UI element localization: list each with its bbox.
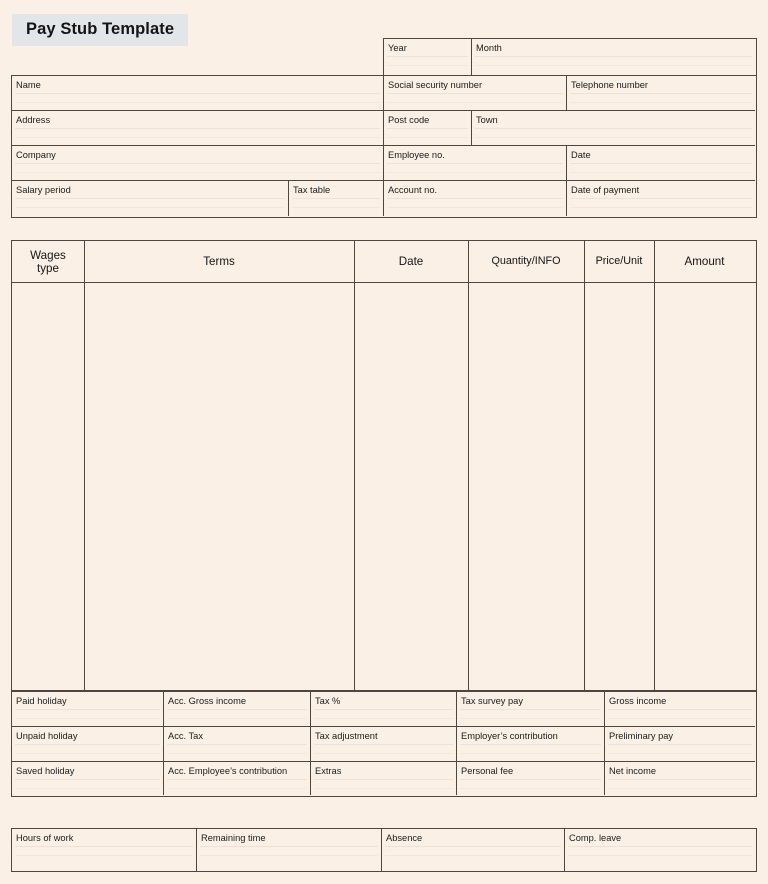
- field-date-of-payment-label: Date of payment: [571, 185, 640, 195]
- field-year-label: Year: [388, 43, 407, 53]
- field-town-rule: [475, 128, 752, 129]
- field-date-of-payment-rule: [570, 198, 752, 199]
- wages-header-amount-label: Amount: [684, 255, 725, 268]
- field-acc-employees-contribution[interactable]: [164, 762, 311, 795]
- field-telephone-number-label: Telephone number: [571, 80, 649, 90]
- field-extras-label: Extras: [315, 766, 342, 776]
- field-date-rule: [570, 163, 752, 164]
- field-year-rule2: [387, 65, 468, 66]
- field-social-security-number[interactable]: [384, 76, 567, 111]
- field-address-label: Address: [16, 115, 51, 125]
- field-post-code-rule2: [387, 137, 468, 138]
- field-acc-gross-income-label: Acc. Gross income: [168, 696, 247, 706]
- field-acc-employees-contribution-label: Acc. Employee’s contribution: [168, 766, 288, 776]
- field-company[interactable]: [12, 146, 384, 181]
- field-tax-adjustment-label: Tax adjustment: [315, 731, 378, 741]
- field-employers-contribution-label: Employer’s contribution: [461, 731, 558, 741]
- field-tax-percent[interactable]: [311, 692, 457, 727]
- field-employee-no-rule2: [387, 172, 563, 173]
- field-date-rule2: [570, 172, 752, 173]
- field-address-rule: [15, 128, 380, 129]
- field-company-rule: [15, 163, 380, 164]
- field-town-label: Town: [476, 115, 498, 125]
- field-date[interactable]: [567, 146, 755, 181]
- field-acc-gross-income-rule2: [167, 718, 307, 719]
- field-year-rule: [387, 56, 468, 57]
- field-tax-table-rule2: [292, 207, 380, 208]
- field-tax-survey-pay-rule: [460, 709, 601, 710]
- page-title: Pay Stub Template: [12, 14, 188, 46]
- field-address-rule2: [15, 137, 380, 138]
- field-name-rule: [15, 93, 380, 94]
- field-town[interactable]: [472, 111, 755, 146]
- field-month-rule2: [475, 65, 752, 66]
- field-preliminary-pay-label: Preliminary pay: [609, 731, 674, 741]
- wages-header-price-unit: [584, 241, 654, 282]
- wages-header-terms-label: Terms: [203, 255, 235, 268]
- field-personal-fee-rule2: [460, 788, 601, 789]
- field-employee-no-rule: [387, 163, 563, 164]
- field-saved-holiday-rule2: [15, 788, 160, 789]
- field-name-label: Name: [16, 80, 41, 90]
- field-comp-leave[interactable]: [565, 829, 755, 871]
- field-remaining-time-label: Remaining time: [201, 833, 266, 843]
- field-hours-of-work[interactable]: [12, 829, 197, 871]
- field-account-no-label: Account no.: [388, 185, 438, 195]
- field-month-label: Month: [476, 43, 502, 53]
- field-preliminary-pay-rule: [608, 744, 752, 745]
- field-paid-holiday-label: Paid holiday: [16, 696, 67, 706]
- field-tax-table-label: Tax table: [293, 185, 331, 195]
- field-gross-income-rule2: [608, 718, 752, 719]
- field-company-label: Company: [16, 150, 56, 160]
- field-tax-adjustment-rule: [314, 744, 453, 745]
- field-tax-survey-pay-rule2: [460, 718, 601, 719]
- field-account-no-rule: [387, 198, 563, 199]
- wages-header-wages-type: [12, 241, 84, 282]
- field-tax-percent-rule2: [314, 718, 453, 719]
- wages-header-wages-type-line1: Wages: [30, 248, 66, 262]
- field-account-no-rule2: [387, 207, 563, 208]
- wages-header-wages-type-line2: type: [37, 261, 59, 275]
- field-personal-fee-label: Personal fee: [461, 766, 514, 776]
- field-remaining-time-rule: [200, 846, 378, 847]
- field-personal-fee[interactable]: [457, 762, 605, 795]
- field-telephone-rule2: [570, 102, 752, 103]
- field-comp-leave-label: Comp. leave: [569, 833, 622, 843]
- field-hours-of-work-label: Hours of work: [16, 833, 74, 843]
- field-acc-gross-income-rule: [167, 709, 307, 710]
- field-unpaid-holiday[interactable]: [12, 727, 164, 762]
- field-month[interactable]: [472, 39, 755, 75]
- field-year[interactable]: [384, 39, 472, 75]
- field-paid-holiday[interactable]: [12, 692, 164, 727]
- field-net-income-rule: [608, 779, 752, 780]
- field-preliminary-pay[interactable]: [605, 727, 755, 762]
- field-preliminary-pay-rule2: [608, 753, 752, 754]
- field-tax-adjustment[interactable]: [311, 727, 457, 762]
- field-employers-contribution[interactable]: [457, 727, 605, 762]
- field-net-income-label: Net income: [609, 766, 657, 776]
- field-post-code[interactable]: [384, 111, 472, 146]
- field-paid-holiday-rule2: [15, 718, 160, 719]
- field-tax-survey-pay[interactable]: [457, 692, 605, 727]
- field-tax-percent-rule: [314, 709, 453, 710]
- field-company-rule2: [15, 172, 380, 173]
- field-gross-income-label: Gross income: [609, 696, 667, 706]
- field-salary-period-label: Salary period: [16, 185, 71, 195]
- field-saved-holiday[interactable]: [12, 762, 164, 795]
- field-extras[interactable]: [311, 762, 457, 795]
- field-hours-of-work-rule2: [15, 855, 193, 856]
- wages-header-quantity-info: [468, 241, 584, 282]
- field-salary-period-rule2: [15, 207, 285, 208]
- wages-header-price-unit-label: Price/Unit: [595, 255, 643, 267]
- field-remaining-time[interactable]: [197, 829, 382, 871]
- field-date-of-payment[interactable]: [567, 181, 755, 216]
- field-paid-holiday-rule: [15, 709, 160, 710]
- wages-table: [11, 240, 757, 691]
- field-month-rule: [475, 56, 752, 57]
- hours-block: [11, 828, 757, 872]
- field-employers-contribution-rule: [460, 744, 601, 745]
- field-net-income-rule2: [608, 788, 752, 789]
- field-saved-holiday-rule: [15, 779, 160, 780]
- field-absence-rule: [385, 846, 561, 847]
- wages-header-date-label: Date: [398, 255, 424, 268]
- field-acc-tax-label: Acc. Tax: [168, 731, 203, 741]
- field-name[interactable]: [12, 76, 384, 111]
- summary-block: [11, 691, 757, 797]
- field-unpaid-holiday-rule: [15, 744, 160, 745]
- field-telephone-rule: [570, 93, 752, 94]
- wages-header-quantity-info-label: Quantity/INFO: [491, 255, 561, 267]
- field-tax-percent-label: Tax %: [315, 696, 341, 706]
- wages-table-body[interactable]: [12, 282, 756, 690]
- field-acc-tax[interactable]: [164, 727, 311, 762]
- field-extras-rule: [314, 779, 453, 780]
- field-tax-table-rule: [292, 198, 380, 199]
- field-ssn-rule: [387, 93, 563, 94]
- field-personal-fee-rule: [460, 779, 601, 780]
- wages-header-amount: [654, 241, 755, 282]
- field-post-code-rule: [387, 128, 468, 129]
- field-gross-income-rule: [608, 709, 752, 710]
- field-town-rule2: [475, 137, 752, 138]
- field-acc-gross-income[interactable]: [164, 692, 311, 727]
- field-unpaid-holiday-label: Unpaid holiday: [16, 731, 78, 741]
- field-address[interactable]: [12, 111, 384, 146]
- field-tax-survey-pay-label: Tax survey pay: [461, 696, 524, 706]
- field-saved-holiday-label: Saved holiday: [16, 766, 75, 776]
- field-salary-period[interactable]: [12, 181, 289, 216]
- field-date-of-payment-rule2: [570, 207, 752, 208]
- field-employee-no-label: Employee no.: [388, 150, 445, 160]
- field-acc-employees-contribution-rule2: [167, 788, 307, 789]
- employee-info-block: [11, 75, 757, 218]
- field-remaining-time-rule2: [200, 855, 378, 856]
- field-acc-employees-contribution-rule: [167, 779, 307, 780]
- field-salary-period-rule: [15, 198, 285, 199]
- year-month-block: [383, 38, 757, 76]
- field-ssn-rule2: [387, 102, 563, 103]
- field-social-security-number-label: Social security number: [388, 80, 483, 90]
- field-date-label: Date: [571, 150, 591, 160]
- field-hours-of-work-rule: [15, 846, 193, 847]
- field-absence-label: Absence: [386, 833, 423, 843]
- field-unpaid-holiday-rule2: [15, 753, 160, 754]
- field-extras-rule2: [314, 788, 453, 789]
- field-gross-income[interactable]: [605, 692, 755, 727]
- field-telephone-number[interactable]: [567, 76, 755, 111]
- field-employers-contribution-rule2: [460, 753, 601, 754]
- field-comp-leave-rule2: [568, 855, 752, 856]
- field-acc-tax-rule: [167, 744, 307, 745]
- field-employee-no[interactable]: [384, 146, 567, 181]
- field-tax-adjustment-rule2: [314, 753, 453, 754]
- field-net-income[interactable]: [605, 762, 755, 795]
- wages-header-terms: [84, 241, 354, 282]
- field-account-no[interactable]: [384, 181, 567, 216]
- field-tax-table[interactable]: [289, 181, 384, 216]
- field-name-rule2: [15, 102, 380, 103]
- field-acc-tax-rule2: [167, 753, 307, 754]
- field-comp-leave-rule: [568, 846, 752, 847]
- field-absence[interactable]: [382, 829, 565, 871]
- wages-header-date: [354, 241, 468, 282]
- field-absence-rule2: [385, 855, 561, 856]
- field-post-code-label: Post code: [388, 115, 430, 125]
